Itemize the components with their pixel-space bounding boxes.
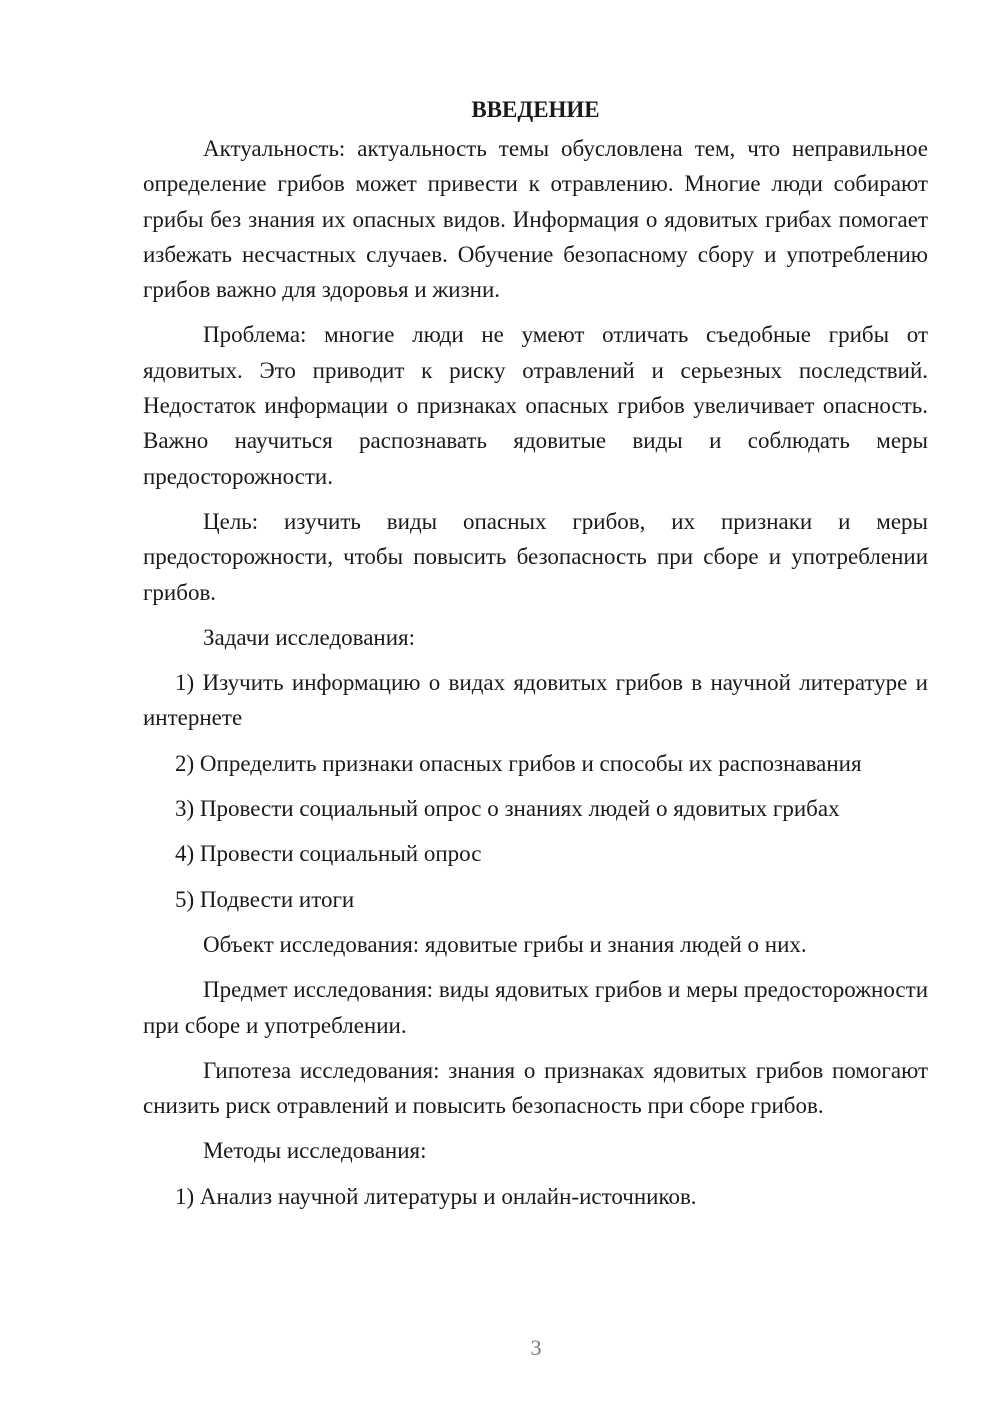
subject-paragraph: Предмет исследования: виды ядовитых грибов и меры предосторожности при сборе и употреблении.: [143, 977, 928, 1038]
task-item: 3) Провести социальный опрос о знаниях людей о ядовитых грибах: [175, 796, 840, 822]
problem-paragraph: Проблема: многие люди не умеют отличать съедобные грибы от ядовитых. Это приводит к риску отравлений и серьезных последствий. Недостаток информации о признаках опасных грибов увеличивает опасность. Важно научиться распознавать ядовитые виды и соблюдать меры предосторожности.: [143, 322, 928, 489]
goal-paragraph: Цель: изучить виды опасных грибов, их признаки и меры предосторожности, чтобы повысить безопасность при сборе и употреблении грибов.: [143, 508, 928, 605]
page-number: 3: [530, 1335, 542, 1360]
methods-heading: Методы исследования:: [203, 1138, 427, 1164]
task-item: 4) Провести социальный опрос: [175, 841, 482, 867]
task-item: 2) Определить признаки опасных грибов и способы их распознавания: [175, 750, 862, 776]
task-item: 1) Изучить информацию о видах ядовитых грибов в научной литературе и интернете: [143, 670, 928, 731]
tasks-heading: Задачи исследования:: [203, 624, 416, 650]
relevance-paragraph: Актуальность: актуальность темы обусловлена тем, что неправильное определение грибов может привести к отравлению. Многие люди собирают грибы без знания их опасных видов. Информация о ядовитых грибах помогает избежать несчастных случаев. Обучение безопасному сбору и употреблению грибов важно для здоровья и жизни.: [143, 136, 928, 303]
method-item: 1) Анализ научной литературы и онлайн-источников.: [175, 1183, 697, 1209]
task-item: 5) Подвести итоги: [175, 886, 355, 912]
document-body: [143, 92, 928, 1224]
object-paragraph: Объект исследования: ядовитые грибы и знания людей о них.: [203, 931, 807, 957]
section-title: ВВЕДЕНИЕ: [471, 97, 600, 122]
hypothesis-paragraph: Гипотеза исследования: знания о признаках ядовитых грибов помогают снизить риск отравлений и повысить безопасность при сборе грибов.: [143, 1057, 928, 1119]
